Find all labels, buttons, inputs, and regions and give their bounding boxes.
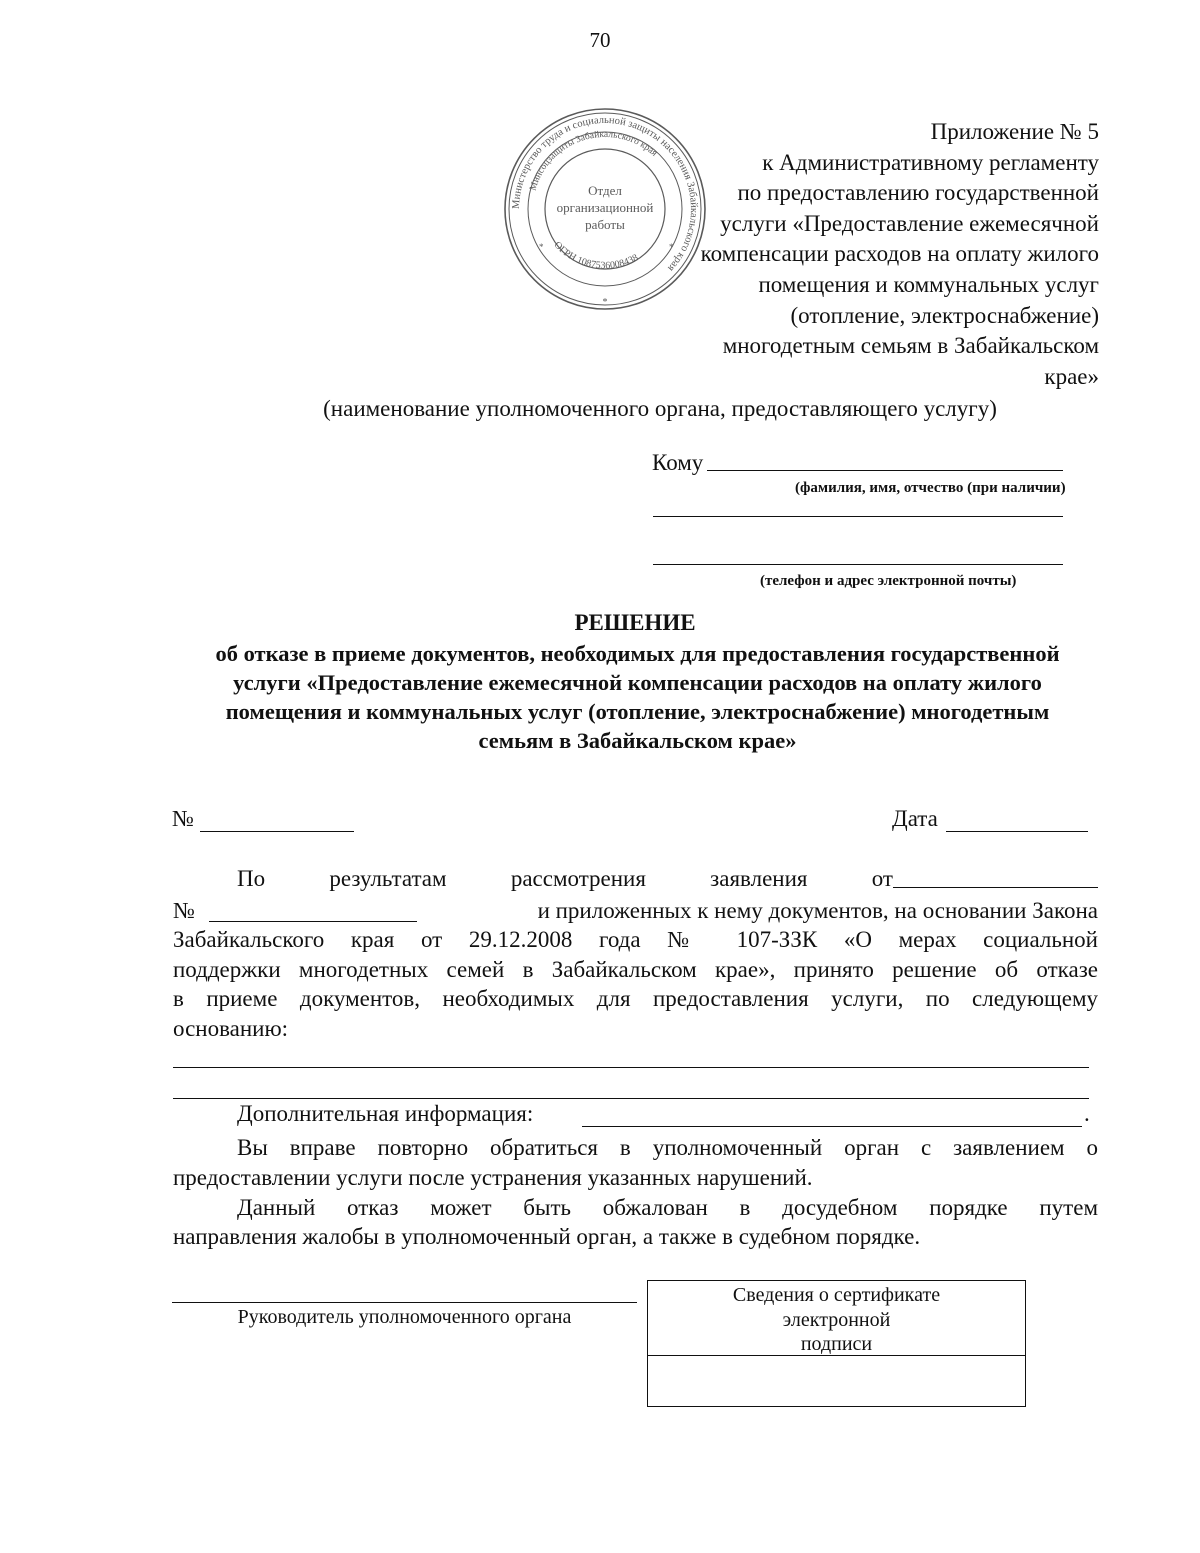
decision-subtitle <box>180 639 1095 755</box>
appendix-line: многодетным семьям в Забайкальском <box>722 333 1099 359</box>
appendix-line: по предоставлению государственной <box>737 180 1099 206</box>
appeal-text-line: направления жалобы в уполномоченный орган, а также в судебном порядке. <box>173 1224 921 1249</box>
authority-name-caption: (наименование уполномоченного органа, предоставляющего услугу) <box>323 396 997 421</box>
stamp-ogrn: ОГРН 1087536008438 <box>551 239 641 272</box>
body-text-line: и приложенных к нему документов, на основании Закона <box>537 898 1098 923</box>
stamp-outer-text: Министерство труда и социальной защиты населения Забайкальского края <box>510 114 700 274</box>
reason-line-2 <box>173 1098 1089 1099</box>
appendix-line: помещения и коммунальных услуг <box>758 271 1099 297</box>
addressee-name-line <box>707 470 1063 471</box>
certificate-header-line: подписи <box>800 1333 873 1355</box>
organization-stamp <box>502 106 708 312</box>
appendix-line: компенсации расходов на оплату жилого <box>700 241 1099 267</box>
addressee-line-2 <box>653 516 1063 517</box>
page-number: 70 <box>589 28 611 52</box>
decision-number-line <box>200 831 354 832</box>
additional-info-label: Дополнительная информация: <box>237 1101 534 1126</box>
decision-subtitle-line: об отказе в приеме документов, необходимых для предоставления государственной <box>215 641 1060 666</box>
contact-caption: (телефон и адрес электронной почты) <box>760 573 1017 589</box>
decision-date-label: Дата <box>892 806 938 831</box>
reason-line-1 <box>173 1067 1089 1068</box>
stamp-center-line: организационной <box>556 200 654 215</box>
application-date-line <box>893 886 1098 888</box>
stamp-center-line: Отдел <box>588 183 622 198</box>
addressee-line-3 <box>653 564 1063 565</box>
appendix-block <box>679 117 1099 392</box>
svg-text:ОГРН 1087536008438 <box>552 240 641 272</box>
fio-caption: (фамилия, имя, отчество (при наличии) <box>795 480 1066 496</box>
addressee-label: Кому <box>652 450 704 475</box>
additional-info-line <box>582 1126 1082 1127</box>
decision-subtitle-line: помещения и коммунальных услуг (отопление, электроснабжение) многодетным <box>225 699 1050 724</box>
stamp-inner-text: Минсоцзащиты Забайкальского края <box>528 129 659 193</box>
appendix-line: услуги «Предоставление ежемесячной <box>720 210 1099 236</box>
decision-subtitle-line: семьям в Забайкальском крае» <box>478 728 797 753</box>
decision-number-label: № <box>172 806 194 831</box>
additional-info-end: . <box>1084 1101 1090 1126</box>
signature-line <box>172 1302 637 1303</box>
appendix-line: к Административному регламенту <box>762 149 1099 175</box>
stamp-center-line: работы <box>585 217 625 232</box>
application-number-line <box>209 920 417 922</box>
appeal-text-line: Данный отказ может быть обжалован в досудебном порядке путем <box>237 1195 1098 1220</box>
certificate-header <box>648 1281 1025 1356</box>
svg-text:*: * <box>539 242 544 252</box>
svg-text:*: * <box>669 242 674 252</box>
appendix-line: Приложение № 5 <box>930 119 1099 144</box>
reapply-text-line: Вы вправе повторно обратиться в уполномоченный орган с заявлением о <box>237 1135 1098 1160</box>
body-first-line <box>173 866 1098 892</box>
signer-caption: Руководитель уполномоченного органа <box>237 1306 572 1328</box>
body-word: от <box>871 866 893 891</box>
certificate-box <box>647 1280 1026 1407</box>
appendix-line: крае» <box>1044 363 1099 389</box>
body-second-line <box>173 896 1098 926</box>
body-text-line: Забайкальского края от 29.12.2008 года № 107-ЗЗК «О мерах социальной <box>173 927 1098 952</box>
body-text-line: поддержки многодетных семей в Забайкальском крае», принято решение об отказе <box>173 957 1098 982</box>
application-number-label: № <box>173 898 195 923</box>
certificate-header-line: электронной <box>782 1308 891 1331</box>
body-word: рассмотрения <box>510 866 646 891</box>
appendix-line: (отопление, электроснабжение) <box>790 302 1099 328</box>
body-word: результатам <box>329 866 447 891</box>
certificate-header-line: Сведения о сертификате <box>732 1284 941 1306</box>
decision-subtitle-line: услуги «Предоставление ежемесячной компенсации расходов на оплату жилого <box>233 670 1042 695</box>
reapply-text-line: предоставлении услуги после устранения указанных нарушений. <box>173 1165 813 1190</box>
body-word: заявления <box>710 866 808 891</box>
svg-text:*: * <box>602 297 608 308</box>
body-text-line: в приеме документов, необходимых для предоставления услуги, по следующему <box>173 986 1098 1011</box>
decision-title: РЕШЕНИЕ <box>574 610 696 635</box>
body-word: По <box>237 866 266 891</box>
decision-date-line <box>946 831 1088 832</box>
body-text-line: основанию: <box>173 1016 289 1041</box>
